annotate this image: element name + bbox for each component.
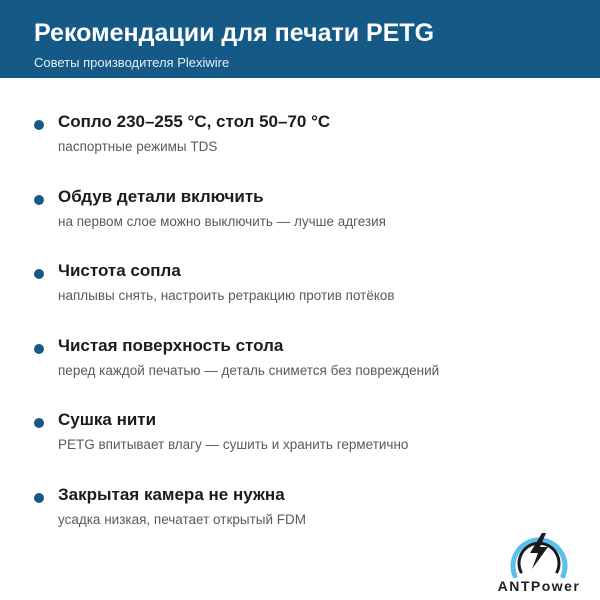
tip-description: перед каждой печатью — деталь снимется без повреждений [58, 362, 440, 378]
tip-title: Сушка нити [58, 410, 157, 430]
bullet-icon [34, 493, 44, 503]
page-title: Рекомендации для печати PETG [34, 19, 435, 47]
tip-title: Закрытая камера не нужна [58, 484, 285, 504]
brand-name: ANTPower [497, 578, 581, 594]
tips-list [0, 110, 600, 558]
tip-item [0, 259, 600, 334]
header-banner [0, 0, 600, 78]
tip-title: Чистота сопла [58, 261, 181, 281]
lightning-bolt-icon [504, 522, 574, 578]
bullet-icon [34, 195, 44, 205]
tip-title: Обдув детали включить [58, 186, 264, 206]
tip-title: Сопло 230–255 °C, стол 50–70 °C [58, 112, 331, 131]
tip-item [0, 185, 600, 260]
bullet-icon [34, 269, 44, 279]
bullet-icon [34, 344, 44, 354]
tip-description: паспортные режимы TDS [58, 139, 218, 154]
tip-item [0, 110, 600, 185]
bullet-icon [34, 120, 44, 130]
tip-description: усадка низкая, печатает открытый FDM [58, 511, 306, 527]
brand-logo [484, 522, 594, 596]
page-subtitle: Советы производителя Plexiwire [34, 55, 230, 70]
tip-description: на первом слое можно выключить — лучше адгезия [58, 213, 386, 229]
bullet-icon [34, 418, 44, 428]
tip-description: наплывы снять, настроить ретракцию против потёков [58, 288, 395, 304]
tip-title: Чистая поверхность стола [58, 335, 284, 355]
tip-description: PETG впитывает влагу — сушить и хранить герметично [58, 437, 409, 453]
tip-item [0, 408, 600, 483]
tip-item [0, 334, 600, 409]
